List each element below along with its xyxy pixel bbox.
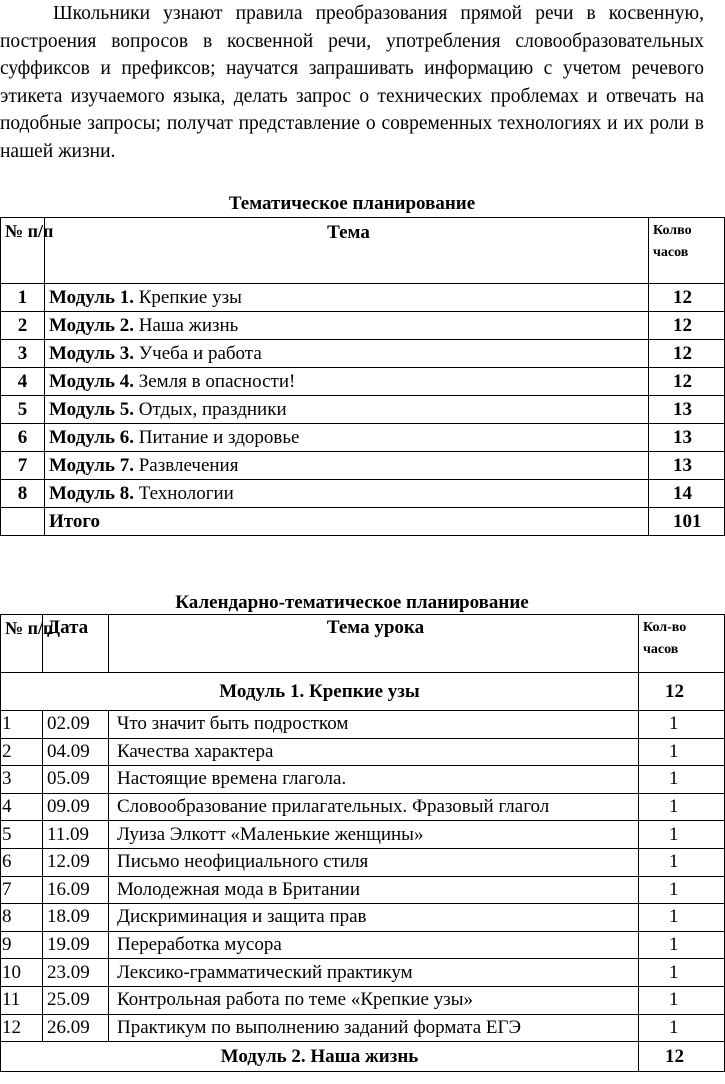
thematic-row-module: Модуль 6. bbox=[49, 426, 134, 448]
lesson-num: 3 bbox=[1, 766, 43, 794]
lesson-date: 19.09 bbox=[43, 931, 109, 959]
lesson-date: 09.09 bbox=[43, 793, 109, 821]
thematic-row bbox=[1, 368, 725, 396]
calendar-module1-row bbox=[1, 673, 725, 711]
lesson-num: 4 bbox=[1, 793, 43, 821]
lesson-topic: Качества характера bbox=[109, 738, 639, 766]
lesson-date: 25.09 bbox=[43, 986, 109, 1014]
thematic-row bbox=[1, 340, 725, 368]
thematic-row bbox=[1, 396, 725, 424]
calendar-module2-title: Модуль 2. Наша жизнь bbox=[1, 1042, 639, 1072]
calendar-module1-hours: 12 bbox=[639, 673, 725, 711]
calendar-header-topic: Тема урока bbox=[109, 615, 639, 673]
thematic-row-name: Учеба и работа bbox=[138, 342, 262, 364]
thematic-row bbox=[1, 424, 725, 452]
calendar-module1-title: Модуль 1. Крепкие узы bbox=[1, 673, 639, 711]
thematic-row-num: 7 bbox=[1, 452, 45, 480]
thematic-row-module: Модуль 4. bbox=[49, 370, 134, 392]
thematic-row-num: 3 bbox=[1, 340, 45, 368]
thematic-row-module: Модуль 8. bbox=[49, 482, 134, 504]
thematic-total-hours: 101 bbox=[649, 508, 725, 536]
thematic-row-module: Модуль 3. bbox=[49, 342, 134, 364]
thematic-row-num: 4 bbox=[1, 368, 45, 396]
intro-paragraph bbox=[0, 0, 704, 166]
thematic-total-num bbox=[1, 508, 45, 536]
lesson-topic: Луиза Элкотт «Маленькие женщины» bbox=[109, 821, 639, 849]
thematic-row-hours: 12 bbox=[649, 368, 725, 396]
thematic-row bbox=[1, 312, 725, 340]
lesson-num: 8 bbox=[1, 904, 43, 932]
lesson-date: 12.09 bbox=[43, 848, 109, 876]
thematic-row-topic bbox=[45, 312, 649, 340]
lesson-topic: Лексико-грамматический практикум bbox=[109, 959, 639, 987]
lesson-row bbox=[1, 931, 725, 959]
thematic-total-row bbox=[1, 508, 725, 536]
lesson-row bbox=[1, 766, 725, 794]
lesson-date: 05.09 bbox=[43, 766, 109, 794]
lesson-num: 6 bbox=[1, 848, 43, 876]
thematic-row-name: Наша жизнь bbox=[138, 314, 239, 336]
thematic-row-module: Модуль 1. bbox=[49, 286, 134, 308]
lesson-topic: Контрольная работа по теме «Крепкие узы» bbox=[109, 986, 639, 1014]
lesson-hours: 1 bbox=[639, 986, 725, 1014]
thematic-row-hours: 13 bbox=[649, 396, 725, 424]
thematic-row bbox=[1, 480, 725, 508]
lesson-row bbox=[1, 711, 725, 739]
lesson-hours: 1 bbox=[639, 711, 725, 739]
lesson-row bbox=[1, 904, 725, 932]
lesson-topic: Дискриминация и защита прав bbox=[109, 904, 639, 932]
lesson-hours: 1 bbox=[639, 766, 725, 794]
thematic-row-num: 1 bbox=[1, 284, 45, 312]
thematic-row-hours: 13 bbox=[649, 424, 725, 452]
thematic-row-topic bbox=[45, 284, 649, 312]
thematic-row-name: Развлечения bbox=[138, 454, 239, 476]
thematic-row-num: 5 bbox=[1, 396, 45, 424]
thematic-table bbox=[0, 217, 725, 536]
thematic-header-hours: Колво часов bbox=[649, 218, 725, 284]
lesson-topic: Переработка мусора bbox=[109, 931, 639, 959]
calendar-module2-row bbox=[1, 1042, 725, 1072]
calendar-header-num: № п/п bbox=[1, 615, 43, 673]
lesson-row bbox=[1, 821, 725, 849]
thematic-row-topic bbox=[45, 368, 649, 396]
thematic-row-hours: 12 bbox=[649, 340, 725, 368]
thematic-row-module: Модуль 7. bbox=[49, 454, 134, 476]
lesson-num: 9 bbox=[1, 931, 43, 959]
lesson-topic: Настоящие времена глагола. bbox=[109, 766, 639, 794]
lesson-num: 7 bbox=[1, 876, 43, 904]
lesson-hours: 1 bbox=[639, 876, 725, 904]
lesson-hours: 1 bbox=[639, 848, 725, 876]
lesson-hours: 1 bbox=[639, 793, 725, 821]
lesson-num: 1 bbox=[1, 711, 43, 739]
lesson-num: 5 bbox=[1, 821, 43, 849]
thematic-row bbox=[1, 284, 725, 312]
thematic-row-topic bbox=[45, 424, 649, 452]
lesson-row bbox=[1, 876, 725, 904]
calendar-module2-hours: 12 bbox=[639, 1042, 725, 1072]
lesson-date: 18.09 bbox=[43, 904, 109, 932]
thematic-row-module: Модуль 2. bbox=[49, 314, 134, 336]
thematic-row-name: Земля в опасности! bbox=[138, 370, 296, 392]
lesson-num: 10 bbox=[1, 959, 43, 987]
thematic-total-label: Итого bbox=[45, 508, 649, 536]
lesson-num: 12 bbox=[1, 1014, 43, 1042]
lesson-row bbox=[1, 959, 725, 987]
lesson-topic: Что значит быть подростком bbox=[109, 711, 639, 739]
lesson-hours: 1 bbox=[639, 959, 725, 987]
lesson-hours: 1 bbox=[639, 738, 725, 766]
lesson-date: 16.09 bbox=[43, 876, 109, 904]
thematic-row-name: Крепкие узы bbox=[138, 286, 242, 308]
lesson-num: 11 bbox=[1, 986, 43, 1014]
thematic-header-topic: Тема bbox=[45, 218, 649, 284]
lesson-row bbox=[1, 738, 725, 766]
thematic-row-name: Технологии bbox=[138, 482, 234, 504]
calendar-header-date: Дата bbox=[43, 615, 109, 673]
thematic-row-hours: 12 bbox=[649, 284, 725, 312]
lesson-topic: Молодежная мода в Британии bbox=[109, 876, 639, 904]
lesson-hours: 1 bbox=[639, 904, 725, 932]
thematic-row-topic bbox=[45, 480, 649, 508]
intro-text: Школьники узнают правила преобразования прямой речи в косвенную, построения вопросов в косвенной речи, употребления словообразовательных суффиксов и префиксов; научатся запрашивать информацию с учетом речевого этикета изучаемого языка, делать запрос о технических проблемах и отвечать на подобные запросы; получат представление о современных технологиях и их роли в нашей жизни. bbox=[0, 3, 704, 162]
lesson-hours: 1 bbox=[639, 821, 725, 849]
calendar-header-hours: Кол-во часов bbox=[639, 615, 725, 673]
thematic-row-name: Отдых, праздники bbox=[138, 398, 287, 420]
thematic-row bbox=[1, 452, 725, 480]
thematic-row-num: 6 bbox=[1, 424, 45, 452]
lesson-hours: 1 bbox=[639, 1014, 725, 1042]
lesson-date: 04.09 bbox=[43, 738, 109, 766]
thematic-row-num: 2 bbox=[1, 312, 45, 340]
thematic-row-hours: 14 bbox=[649, 480, 725, 508]
lesson-row bbox=[1, 1014, 725, 1042]
thematic-row-hours: 13 bbox=[649, 452, 725, 480]
thematic-title: Тематическое планирование bbox=[228, 193, 476, 214]
thematic-row-topic bbox=[45, 452, 649, 480]
lesson-row bbox=[1, 793, 725, 821]
thematic-row-topic bbox=[45, 396, 649, 424]
lesson-row bbox=[1, 848, 725, 876]
thematic-row-num: 8 bbox=[1, 480, 45, 508]
thematic-row-module: Модуль 5. bbox=[49, 398, 134, 420]
lesson-date: 23.09 bbox=[43, 959, 109, 987]
calendar-table bbox=[0, 614, 725, 1072]
lesson-topic: Письмо неофициального стиля bbox=[109, 848, 639, 876]
lesson-date: 11.09 bbox=[43, 821, 109, 849]
thematic-row-topic bbox=[45, 340, 649, 368]
calendar-title: Календарно-тематическое планирование bbox=[175, 592, 529, 613]
thematic-row-name: Питание и здоровье bbox=[138, 426, 300, 448]
lesson-row bbox=[1, 986, 725, 1014]
lesson-topic: Словообразование прилагательных. Фразовый глагол bbox=[109, 793, 639, 821]
lesson-hours: 1 bbox=[639, 931, 725, 959]
thematic-row-hours: 12 bbox=[649, 312, 725, 340]
thematic-header-num: № п/п bbox=[1, 218, 45, 284]
lesson-date: 02.09 bbox=[43, 711, 109, 739]
lesson-date: 26.09 bbox=[43, 1014, 109, 1042]
lesson-num: 2 bbox=[1, 738, 43, 766]
lesson-topic: Практикум по выполнению заданий формата ЕГЭ bbox=[109, 1014, 639, 1042]
